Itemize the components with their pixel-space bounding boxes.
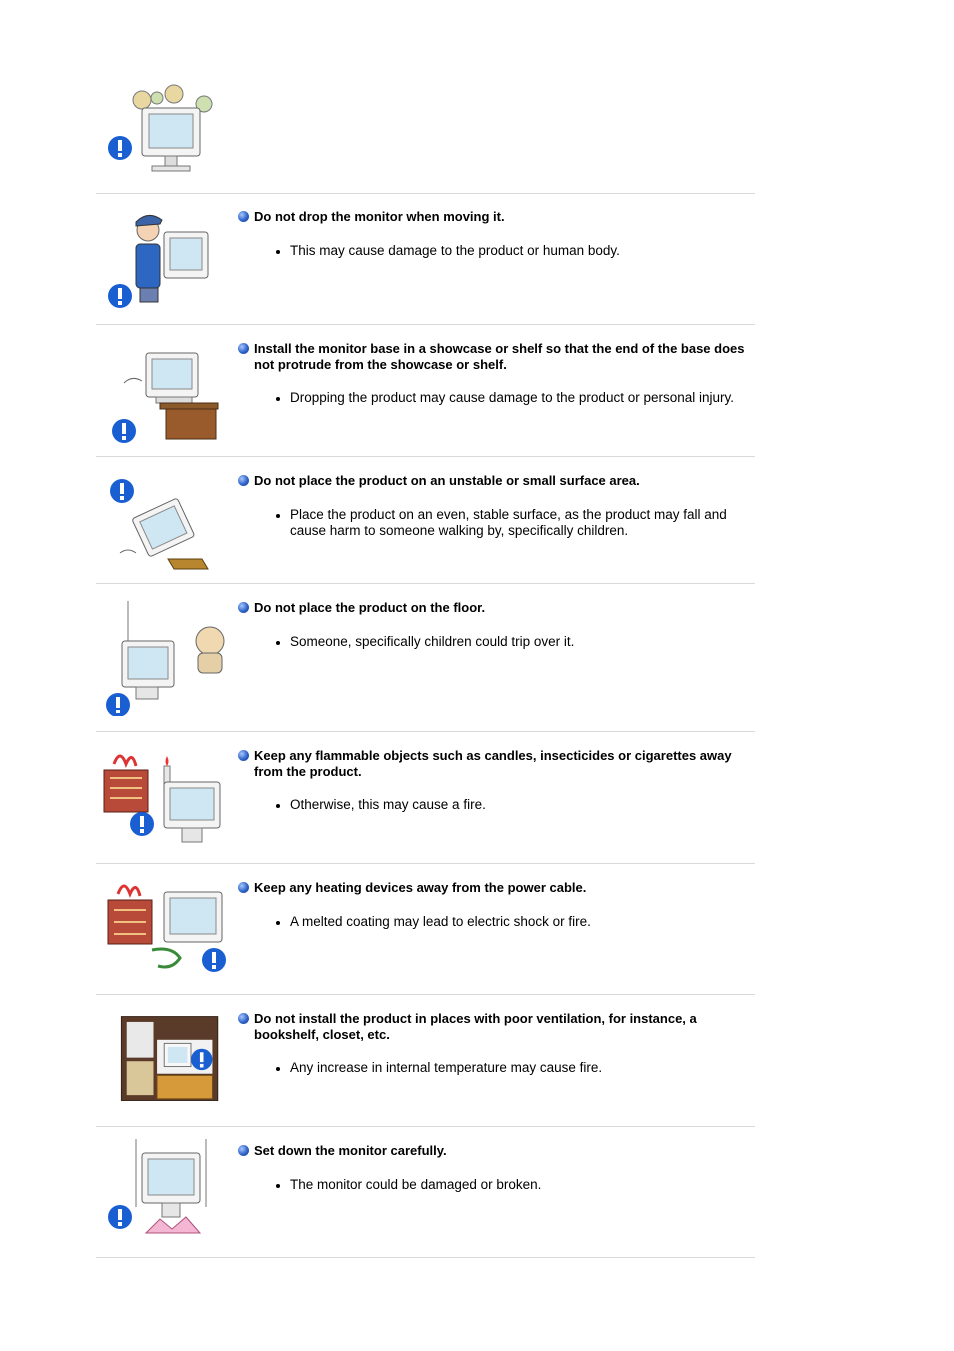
detail-text: Place the product on an even, stable surface, as the product may fall and cause harm to someone walking by, specifically children. <box>290 507 727 538</box>
heading-text: Keep any heating devices away from the power cable. <box>254 880 587 895</box>
blue-sphere-bullet-icon <box>238 475 249 486</box>
detail-text: This may cause damage to the product or human body. <box>290 243 620 258</box>
list-bullet-icon <box>276 514 280 518</box>
safety-section-drop <box>96 194 755 325</box>
blue-sphere-bullet-icon <box>238 1013 249 1024</box>
safety-section-set-down <box>96 1127 755 1258</box>
safety-section-heating <box>96 864 755 995</box>
monitor-in-bookshelf-illustration <box>102 1013 230 1113</box>
heading-text: Install the monitor base in a showcase or shelf so that the end of the base does not protrude from the showcase or shelf. <box>254 341 745 372</box>
section-heading <box>238 600 752 616</box>
section-detail <box>274 634 744 650</box>
flammable-objects-illustration <box>102 744 230 856</box>
detail-text: Someone, specifically children could trip over it. <box>290 634 575 649</box>
section-detail <box>274 243 744 259</box>
section-heading <box>238 341 752 373</box>
list-bullet-icon <box>276 1184 280 1188</box>
blue-sphere-bullet-icon <box>238 602 249 613</box>
list-bullet-icon <box>276 397 280 401</box>
heading-text: Keep any flammable objects such as candles, insecticides or cigarettes away from the product. <box>254 748 732 779</box>
section-heading <box>238 880 752 896</box>
safety-section-unstable <box>96 457 755 584</box>
list-bullet-icon <box>276 804 280 808</box>
detail-text: Dropping the product may cause damage to the product or personal injury. <box>290 390 735 405</box>
section-detail <box>274 507 744 539</box>
section-heading <box>238 473 752 489</box>
section-detail <box>274 797 744 813</box>
section-heading <box>238 209 752 225</box>
blue-sphere-bullet-icon <box>238 882 249 893</box>
blue-sphere-bullet-icon <box>238 750 249 761</box>
section-detail <box>274 1177 744 1193</box>
section-detail <box>274 914 744 930</box>
monitor-falling-illustration <box>102 467 230 579</box>
list-bullet-icon <box>276 1067 280 1071</box>
blue-sphere-bullet-icon <box>238 343 249 354</box>
safety-section-flammable <box>96 732 755 864</box>
heading-text: Do not place the product on an unstable or small surface area. <box>254 473 640 488</box>
list-bullet-icon <box>276 250 280 254</box>
section-detail <box>274 390 744 406</box>
safety-section-ventilation <box>96 995 755 1127</box>
section-heading <box>238 1011 752 1043</box>
blue-sphere-bullet-icon <box>238 1145 249 1156</box>
list-bullet-icon <box>276 921 280 925</box>
blue-sphere-bullet-icon <box>238 211 249 222</box>
detail-text: Any increase in internal temperature may cause fire. <box>290 1060 603 1075</box>
detail-text: A melted coating may lead to electric shock or fire. <box>290 914 591 929</box>
section-heading <box>238 1143 752 1159</box>
safety-section-showcase <box>96 325 755 457</box>
heading-text: Do not drop the monitor when moving it. <box>254 209 505 224</box>
heading-text: Do not install the product in places with poor ventilation, for instance, a bookshelf, closet, etc. <box>254 1011 697 1042</box>
safety-section-floor <box>96 584 755 732</box>
monitor-smell-illustration <box>102 80 230 192</box>
mover-carrying-monitor-illustration <box>102 204 230 316</box>
heading-text: Set down the monitor carefully. <box>254 1143 447 1158</box>
detail-text: The monitor could be damaged or broken. <box>290 1177 542 1192</box>
heater-power-cable-illustration <box>102 874 230 986</box>
heading-text: Do not place the product on the floor. <box>254 600 486 615</box>
monitor-set-down-illustration <box>102 1137 230 1249</box>
safety-section-top <box>96 80 755 194</box>
section-detail <box>274 1060 744 1076</box>
section-heading <box>238 748 752 780</box>
list-bullet-icon <box>276 641 280 645</box>
monitor-on-shelf-illustration <box>102 335 230 447</box>
detail-text: Otherwise, this may cause a fire. <box>290 797 486 812</box>
monitor-on-floor-child-illustration <box>102 598 230 716</box>
